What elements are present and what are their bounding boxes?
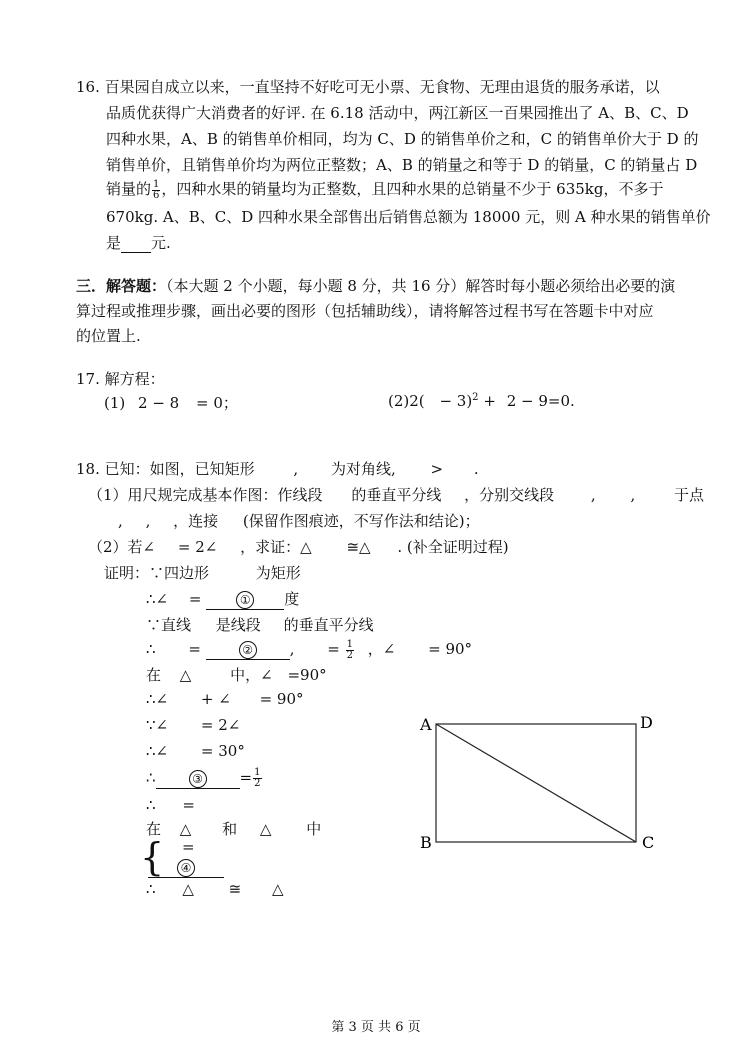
- proof-line-9: [146, 796, 195, 814]
- q18-l1-e: .: [473, 460, 479, 478]
- q18-line-4: [88, 536, 509, 557]
- q16-line-5-pre: 销量的: [106, 180, 152, 198]
- q16-line-3: 四种水果，A、B 的销售单价相同，均为 C、D 的销售单价之和，C 的销售单价大于 D 的: [106, 130, 699, 148]
- q18-line-2: [88, 484, 704, 505]
- proof-p13-a: ∴: [146, 880, 156, 898]
- proof-p1-a: ∴∠: [146, 590, 169, 608]
- proof-p4-b: △: [179, 666, 192, 684]
- fraction-numerator: 1: [254, 767, 261, 778]
- q18-l4-b: = 2∠: [177, 538, 218, 556]
- q17-part1: [104, 392, 238, 413]
- q16-line-7: [106, 232, 171, 253]
- q18-l1-b: ,: [293, 460, 299, 478]
- proof-p1-c: 度: [284, 590, 300, 608]
- q18-l4-d: ≅△: [346, 538, 371, 556]
- proof-line-8: [146, 768, 263, 789]
- proof-p3-e: ，∠: [367, 640, 396, 658]
- proof-p8-eq: =: [239, 768, 253, 787]
- section3-line-2: 算过程或推理步骤，画出必要的图形（包括辅助线），请将解答过程书写在答题卡中对应: [76, 302, 654, 320]
- q18-l1-d: >: [430, 460, 444, 478]
- proof-p3-d: =: [327, 640, 340, 658]
- proof-p3-f: = 90°: [428, 640, 473, 658]
- q18-l2-e: ,: [630, 486, 636, 504]
- proof-line-3: [146, 638, 472, 661]
- proof-p3-c: ,: [289, 640, 295, 658]
- proof-line-5: [146, 690, 304, 708]
- proof-line-4: [146, 664, 327, 685]
- proof-p5-a: ∴∠: [146, 690, 169, 708]
- section3-title: 三．解答题：: [76, 277, 167, 295]
- proof-line-12: [148, 858, 224, 878]
- proof-p1-eq: =: [188, 590, 202, 608]
- q18-l3-a: ,: [118, 512, 123, 530]
- blank-marker-1: ①: [236, 591, 254, 609]
- q16-line-7-post: 元.: [151, 234, 171, 252]
- proof-line-10: [146, 818, 321, 839]
- q18-l4-e: . (补全证明过程): [397, 538, 509, 556]
- proof-line-0: [104, 562, 301, 583]
- q16-line-5: [106, 178, 663, 201]
- proof-p10-b: △: [179, 820, 192, 838]
- proof-p9-a: ∴: [146, 796, 156, 814]
- blank-marker-2: ②: [239, 641, 257, 659]
- proof-p8-a: ∴: [146, 768, 156, 787]
- vertex-label-c: C: [642, 833, 655, 852]
- q17-part2-expr1: − 3): [439, 392, 473, 410]
- proof-p6-a: ∵∠: [146, 716, 169, 734]
- q18-l1-a: 18. 已知：如图，已知矩形: [76, 460, 255, 478]
- section3-line-3: 的位置上.: [76, 327, 141, 345]
- q18-line-1: [76, 458, 479, 479]
- q16-line-4: 销售单价，且销售单价均为两位正整数；A、B 的销量之和等于 D 的销量，C 的销量占 D: [106, 156, 698, 174]
- proof-p7-b: = 30°: [200, 742, 245, 760]
- proof-p2-c: 的垂直平分线: [283, 616, 374, 634]
- proof-p10-d: △: [259, 820, 272, 838]
- q16-line-7-pre: 是: [106, 234, 122, 252]
- proof-p9-b: =: [182, 796, 195, 814]
- proof-p10-c: 和: [222, 820, 238, 838]
- vertex-label-a: A: [420, 715, 432, 734]
- q18-l4-a: （2）若∠: [88, 538, 156, 556]
- q18-l2-c: ，分别交线段: [464, 486, 555, 504]
- proof-p7-a: ∴∠: [146, 742, 169, 760]
- fraction-denominator: 2: [346, 649, 353, 661]
- proof-p4-a: 在: [146, 666, 162, 684]
- q18-l2-f: 于点: [674, 486, 705, 504]
- q17-title: 17. 解方程：: [76, 370, 165, 388]
- q17-part1-label: (1): [104, 394, 126, 412]
- q17-part2: [388, 392, 575, 410]
- proof-p10-e: 中: [306, 820, 322, 838]
- q18-l1-c: 为对角线,: [330, 460, 396, 478]
- proof-p13-d: △: [272, 880, 284, 898]
- q17-part2-label: (2)2(: [388, 392, 425, 410]
- fraction-numerator: 1: [153, 178, 160, 190]
- vertex-label-d: D: [640, 713, 653, 732]
- proof-p6-b: = 2∠: [200, 716, 241, 734]
- q17-part2-exponent: 2: [472, 392, 479, 403]
- proof-line-7: [146, 742, 245, 760]
- fraction-denominator: 6: [153, 189, 160, 201]
- proof-line-6: [146, 716, 240, 734]
- q17-part2-expr2: 2 − 9=0.: [506, 392, 575, 410]
- q17-part1-rhs: = 0；: [196, 394, 238, 412]
- q16-line-2: 品质优获得广大消费者的好评. 在 6.18 活动中，两江新区一百果园推出了 A、B、C、D: [106, 104, 689, 122]
- proof-p5-c: = 90°: [259, 690, 304, 708]
- proof-p0-a: 证明：∵四边形: [104, 564, 210, 582]
- q18-l3-c: ，连接: [173, 512, 219, 530]
- proof-p0-b: 为矩形: [255, 564, 301, 582]
- answer-blank: [121, 234, 151, 253]
- proof-p13-b: △: [182, 880, 194, 898]
- proof-p3-a: ∴: [146, 640, 156, 658]
- q16-line-1: 16. 百果园自成立以来，一直坚持不好吃可无小票、无食物、无理由退货的服务承诺，以: [76, 78, 660, 96]
- q17-part2-plus: +: [483, 392, 496, 410]
- q16-line-5-post: ，四种水果的销量均为正整数，且四种水果的总销量不少于 635kg，不多于: [161, 180, 664, 198]
- q17-part1-expr: 2 − 8: [138, 394, 180, 412]
- proof-line-2: [146, 614, 374, 635]
- proof-p10-a: 在: [146, 820, 162, 838]
- fraction-one-half: [346, 640, 354, 661]
- q18-line-3: [118, 510, 480, 531]
- q18-l2-a: （1）用尺规完成基本作图：作线段: [88, 486, 323, 504]
- proof-line-11: =: [182, 838, 195, 856]
- q18-l3-b: ,: [145, 512, 151, 530]
- q16-line-6: 670kg. A、B、C、D 四种水果全部售出后销售总额为 18000 元，则 A 种水果的销售单价: [106, 208, 711, 226]
- rectangle-figure: [410, 710, 670, 860]
- proof-p5-b: + ∠: [200, 690, 231, 708]
- fraction-numerator: 1: [346, 638, 353, 650]
- proof-p2-a: ∵直线: [146, 616, 192, 634]
- proof-p2-b: 是线段: [215, 616, 261, 634]
- system-brace: {: [140, 835, 165, 879]
- fraction-one-sixth: [152, 180, 160, 201]
- proof-blank-2: [206, 640, 290, 660]
- proof-p13-c: ≅: [228, 880, 242, 898]
- q18-l4-c: ，求证：△: [240, 538, 312, 556]
- section3-line-1: [76, 275, 675, 296]
- diagonal-ac: [436, 724, 636, 842]
- proof-blank-4: [148, 858, 224, 878]
- blank-marker-3: ③: [189, 770, 207, 788]
- fraction-one-half: [253, 768, 261, 789]
- proof-blank-3: [156, 769, 240, 789]
- q18-l3-d: (保留作图痕迹，不写作法和结论)；: [242, 512, 480, 530]
- proof-p3-eq: =: [188, 640, 201, 658]
- fraction-denominator: 2: [254, 778, 261, 789]
- q18-l2-d: ,: [590, 486, 596, 504]
- vertex-label-b: B: [420, 833, 432, 852]
- proof-line-1: [146, 588, 299, 610]
- q18-l2-b: 的垂直平分线: [351, 486, 442, 504]
- proof-p4-c: 中，∠: [230, 666, 273, 684]
- page-footer: 第 3 页 共 6 页: [331, 1020, 421, 1035]
- blank-marker-4: ④: [177, 859, 195, 877]
- proof-blank-1: [206, 590, 284, 610]
- proof-line-13: [146, 880, 284, 898]
- proof-p4-d: =90°: [287, 666, 327, 684]
- section3-intro: （本大题 2 个小题，每小题 8 分，共 16 分）解答时每小题必须给出必要的演: [166, 277, 676, 295]
